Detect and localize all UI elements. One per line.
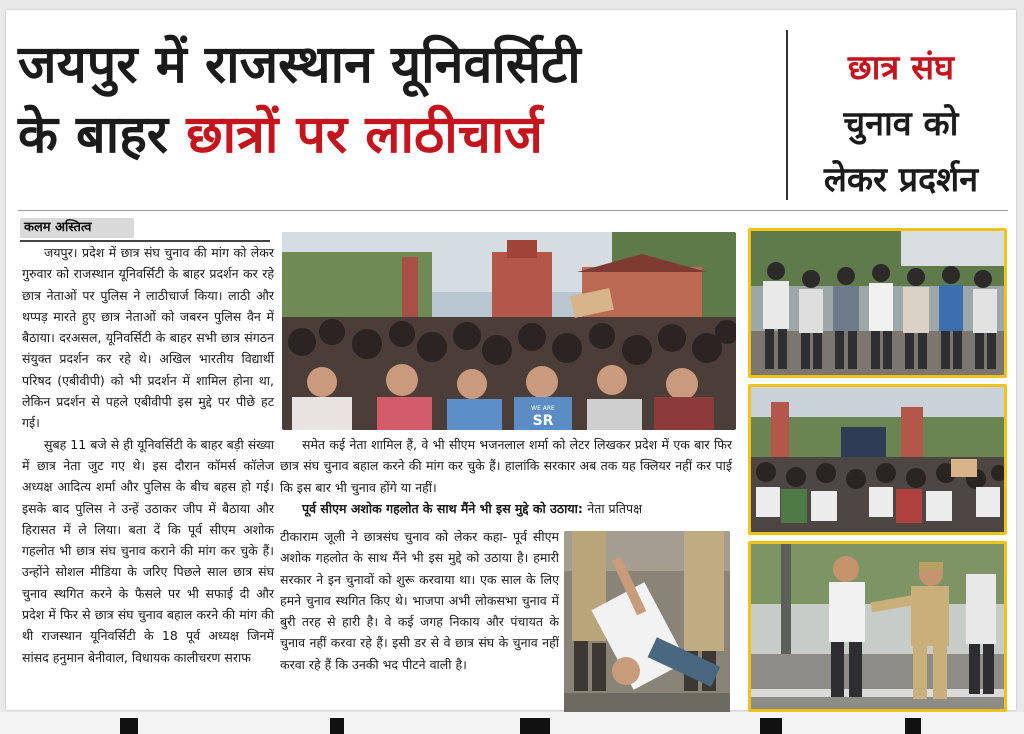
side-photo-gathering <box>748 384 1007 535</box>
main-headline <box>18 30 778 170</box>
byline: कलम अस्तित्व <box>20 218 134 238</box>
article-paragraph-3: समेत कई नेता शामिल हैं, वे भी सीएम भजनलाल शर्मा को लेटर लिखकर प्रदेश में एक बार फिर छात्र संघ चुनाव बहाल करने की मांग कर चुके हैं। हालांकि सरकार अब तक यह क्लियर नहीं कर पाई कि इस बार भी चुनाव होंगे या नहीं। <box>280 437 732 495</box>
headline-line-2-black: के बाहर <box>18 105 169 165</box>
main-protest-photo <box>282 232 736 430</box>
newspaper-page <box>6 10 1016 710</box>
side-headline-line-2: चुनाव को <box>843 104 959 144</box>
shirt-text-big: SR <box>532 413 554 429</box>
article-paragraph-2: सुबह 11 बजे से ही यूनिवर्सिटी के बाहर बड़ी संख्या में छात्र नेता जुट गए थे। इस दौरान कॉमर्स कॉलेज अध्यक्ष आदित्य शर्मा और पुलिस के बीच बहस हो गई। इसके बाद पुलिस ने उन्हें उठाकर जीप में बैठाया और हिरासत में ले लिया। बता दें कि पूर्व सीएम अशोक गहलोत भी छात्र संघ चुनाव कराने की मांग कर चुके हैं। उन्होंने सोशल मीडिया के जरिए पिछले साल छात्र संघ चुनाव स्थगित करने के फैसले पर भी सफाई दी और प्रदेश में फिर से छात्र संघ चुनाव बहाल करने की मांग की थी राजस्थान यूनिवर्सिटी के 18 पूर्व अध्यक्ष जिनमें सांसद हनुमान बेनीवाल, विधायक कालीचरण सराफ <box>22 436 274 665</box>
section-rule <box>18 210 1008 211</box>
side-headline <box>796 40 1006 208</box>
article-column-3 <box>280 526 559 675</box>
article-paragraph-1: जयपुर। प्रदेश में छात्र संघ चुनाव की मांग को लेकर गुरुवार को राजस्थान यूनिवर्सिटी के बाहर प्रदर्शन कर रहे छात्र नेताओं पर पुलिस ने लाठीचार्ज किया। लाठी और थप्पड़ मारते हुए छात्र नेताओं को जबरन पुलिस वैन में बैठाया। दरअसल, यूनिवर्सिटी के बाहर सभी छात्र संगठन संयुक्त प्रदर्शन कर रहे थे। अखिल भारतीय विद्यार्थी परिषद (एबीवीपी) को भी प्रदर्शन में शामिल होना था, लेकिन प्रदर्शन से पहले एबीवीपी इस मुद्दे पर पीछे हट गई। <box>22 245 274 431</box>
side-photo-police-slap <box>748 541 1007 712</box>
article-subhead-bold: पूर्व सीएम अशोक गहलोत के साथ मैंने भी इस मुद्दे को उठाया: <box>302 500 583 516</box>
article-subhead-tail: नेता प्रतिपक्ष <box>587 500 643 516</box>
headline-divider <box>786 30 788 200</box>
side-photo-march <box>748 228 1007 378</box>
next-article-strip <box>0 712 1024 734</box>
side-headline-red: छात्र संघ <box>847 48 955 88</box>
headline-line-1: जयपुर में राजस्थान यूनिवर्सिटी <box>18 35 581 95</box>
shirt-text-small: WE ARE <box>531 405 555 412</box>
article-subhead <box>280 498 732 519</box>
article-column-1 <box>22 242 274 668</box>
detained-student-photo <box>564 531 730 713</box>
side-headline-line-3: लेकर प्रदर्शन <box>823 160 979 200</box>
headline-line-2 <box>18 100 778 170</box>
headline-line-2-red: छात्रों पर लाठीचार्ज <box>186 105 543 165</box>
article-column-2 <box>280 434 732 519</box>
article-paragraph-4: टीकाराम जूली ने छात्रसंघ चुनाव को लेकर कहा- पूर्व सीएम अशोक गहलोत के साथ मैंने भी इस मुद्दे को उठाया है। हमारी सरकार ने इन चुनावों को शुरू करवाया था। एक साल के लिए हमने चुनाव स्थगित किए थे। भाजपा अभी लोकसभा चुनाव में बुरी तरह से हारी है। वे कई जगह निकाय और पंचायत के चुनाव नहीं करवा रहे हैं। इसी डर से वे छात्र संघ के चुनाव नहीं करवा रहे हैं कि उनकी भद पीटने वाली है। <box>280 529 559 672</box>
